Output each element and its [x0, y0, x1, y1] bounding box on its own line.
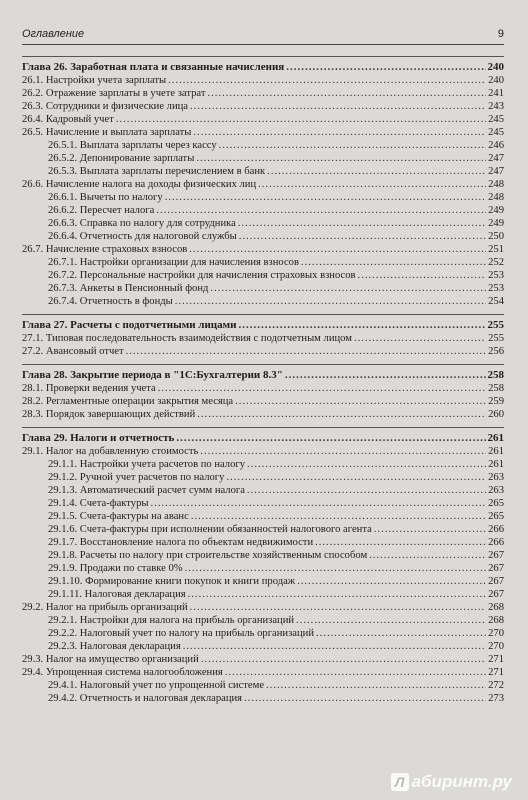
dot-leader — [207, 87, 486, 100]
toc-entry — [22, 445, 504, 458]
toc-entry-page: 245 — [488, 127, 504, 138]
toc-entry-page: 259 — [488, 396, 504, 407]
dot-leader — [116, 113, 486, 126]
dot-leader — [267, 165, 486, 178]
toc-entry — [22, 282, 504, 295]
toc-entry-page: 272 — [488, 680, 504, 691]
toc-entry-title: 26.6.3. Справка по налогу для сотрудника — [48, 218, 236, 229]
toc-entry-title: 29.4.1. Налоговый учет по упрощенной системе — [48, 680, 265, 691]
toc-entry-title: Глава 26. Заработная плата и связанные начисления — [22, 61, 285, 73]
toc-entry-page: 271 — [488, 667, 504, 678]
toc-entry-title: 27.2. Авансовый отчет — [22, 346, 124, 357]
dot-leader — [126, 345, 487, 358]
toc-entry-page: 258 — [488, 383, 504, 394]
toc-entry — [22, 523, 504, 536]
toc-entry-title: 26.7.2. Персональные настройки для начисления страховых взносов — [48, 270, 356, 281]
toc-entry — [22, 269, 504, 282]
dot-leader — [238, 318, 485, 332]
toc-entry-title: 26.3. Сотрудники и физические лица — [22, 101, 188, 112]
toc-entry — [22, 395, 504, 408]
toc-chapter-block — [22, 427, 504, 705]
dot-leader — [201, 653, 486, 666]
toc-entry-page: 261 — [488, 446, 504, 457]
toc-entry-page: 240 — [488, 75, 504, 86]
toc-entry-title: 26.2. Отражение зарплаты в учете затрат — [22, 88, 206, 99]
toc-entry-title: Глава 27. Расчеты с подотчетными лицами — [22, 319, 237, 331]
toc-chapter-entry — [22, 431, 504, 445]
toc-entry-title: 29.1.9. Продажи по ставке 0% — [48, 563, 183, 574]
toc-entry-title: Глава 28. Закрытие периода в "1С:Бухгалтерии 8.3" — [22, 369, 283, 381]
toc-entry-page: 263 — [488, 485, 504, 496]
toc-entry — [22, 562, 504, 575]
toc-entry — [22, 640, 504, 653]
toc-chapter-entry — [22, 368, 504, 382]
toc-chapter-block — [22, 56, 504, 308]
table-of-contents — [22, 56, 504, 705]
dot-leader — [316, 627, 486, 640]
toc-entry-title: 29.1. Налог на добавленную стоимость — [22, 446, 199, 457]
toc-entry — [22, 126, 504, 139]
toc-entry-page: 243 — [488, 101, 504, 112]
dot-leader — [189, 243, 486, 256]
toc-entry-title: 26.7.3. Анкеты в Пенсионный фонд — [48, 283, 209, 294]
toc-entry-title: 26.6. Начисление налога на доходы физических лиц — [22, 179, 257, 190]
toc-entry-title: 29.1.2. Ручной учет расчетов по налогу — [48, 472, 225, 483]
toc-entry-title: 29.2.3. Налоговая декларация — [48, 641, 181, 652]
toc-entry-title: 29.1.7. Восстановление налога по объектам недвижимости — [48, 537, 314, 548]
toc-entry-page: 248 — [488, 192, 504, 203]
toc-entry — [22, 458, 504, 471]
toc-entry-page: 270 — [488, 641, 504, 652]
dot-leader — [193, 126, 486, 139]
dot-leader — [374, 523, 486, 536]
toc-entry-page: 245 — [488, 114, 504, 125]
toc-entry-title: 29.1.4. Счета-фактуры — [48, 498, 149, 509]
dot-leader — [226, 471, 486, 484]
toc-entry-page: 273 — [488, 693, 504, 704]
toc-entry-title: 28.2. Регламентные операции закрытия месяца — [22, 396, 234, 407]
toc-entry-title: 27.1. Типовая последовательность взаимодействия с подотчетным лицом — [22, 333, 352, 344]
dot-leader — [238, 217, 486, 230]
toc-entry-page: 249 — [488, 205, 504, 216]
toc-entry-page: 263 — [488, 472, 504, 483]
toc-entry — [22, 74, 504, 87]
toc-entry — [22, 471, 504, 484]
dot-leader — [183, 640, 486, 653]
toc-entry-title: 29.4.2. Отчетность и налоговая декларация — [48, 693, 243, 704]
toc-entry-title: 26.7. Начисление страховых взносов — [22, 244, 188, 255]
toc-entry-title: 26.5. Начисление и выплата зарплаты — [22, 127, 192, 138]
toc-entry-page: 268 — [488, 615, 504, 626]
toc-entry-page: 247 — [488, 166, 504, 177]
dot-leader — [196, 152, 486, 165]
toc-entry-title: 26.5.2. Депонирование зарплаты — [48, 153, 195, 164]
dot-leader — [151, 497, 487, 510]
watermark-logo — [391, 772, 512, 792]
toc-entry — [22, 408, 504, 421]
toc-entry-page: 270 — [488, 628, 504, 639]
toc-entry-title: 29.1.6. Счета-фактуры при исполнении обязанностей налогового агента — [48, 524, 372, 535]
dot-leader — [285, 368, 486, 382]
toc-entry — [22, 191, 504, 204]
toc-entry — [22, 165, 504, 178]
toc-entry-page: 261 — [488, 459, 504, 470]
toc-entry-page: 267 — [488, 589, 504, 600]
toc-entry-title: 26.1. Настройки учета зарплаты — [22, 75, 167, 86]
toc-entry-title: 26.6.2. Пересчет налога — [48, 205, 155, 216]
toc-entry-page: 249 — [488, 218, 504, 229]
toc-entry-page: 247 — [488, 153, 504, 164]
toc-entry-title: 29.1.3. Автоматический расчет сумм налога — [48, 485, 245, 496]
toc-entry — [22, 653, 504, 666]
dot-leader — [191, 510, 486, 523]
toc-entry-title: 26.6.4. Отчетность для налоговой службы — [48, 231, 237, 242]
dot-leader — [156, 204, 486, 217]
toc-entry — [22, 332, 504, 345]
toc-entry-page: 268 — [488, 602, 504, 613]
toc-entry-page: 253 — [488, 283, 504, 294]
toc-entry — [22, 484, 504, 497]
toc-entry-title: 26.5.3. Выплата зарплаты перечислением в банк — [48, 166, 266, 177]
toc-entry-title: 26.5.1. Выплата зарплаты через кассу — [48, 140, 217, 151]
watermark-badge: Л — [391, 773, 409, 791]
toc-entry — [22, 243, 504, 256]
toc-entry — [22, 614, 504, 627]
toc-entry-title: 29.4. Упрощенная система налогообложения — [22, 667, 223, 678]
dot-leader — [190, 601, 486, 614]
toc-chapter-block — [22, 364, 504, 421]
toc-entry-page: 248 — [488, 179, 504, 190]
toc-entry-page: 253 — [488, 270, 504, 281]
toc-entry-page: 256 — [488, 346, 504, 357]
dot-leader — [165, 191, 486, 204]
dot-leader — [358, 269, 487, 282]
toc-entry-page: 250 — [488, 231, 504, 242]
dot-leader — [235, 395, 486, 408]
toc-entry-title: 29.2.1. Настройки для налога на прибыль организаций — [48, 615, 295, 626]
toc-entry — [22, 497, 504, 510]
toc-entry-title: 29.1.8. Расчеты по налогу при строительстве хозяйственным способом — [48, 550, 368, 561]
toc-entry — [22, 345, 504, 358]
dot-leader — [244, 692, 486, 705]
dot-leader — [354, 332, 486, 345]
dot-leader — [210, 282, 486, 295]
page-number: 9 — [497, 28, 504, 40]
toc-entry-page: 261 — [487, 432, 504, 444]
toc-entry — [22, 87, 504, 100]
dot-leader — [188, 588, 486, 601]
toc-entry-page: 251 — [488, 244, 504, 255]
toc-entry-title: 29.3. Налог на имущество организаций — [22, 654, 199, 665]
toc-entry-title: 28.1. Проверки ведения учета — [22, 383, 156, 394]
toc-entry — [22, 692, 504, 705]
toc-entry-page: 267 — [488, 563, 504, 574]
toc-entry-title: 28.3. Порядок завершающих действий — [22, 409, 196, 420]
toc-entry-page: 255 — [488, 333, 504, 344]
toc-entry — [22, 152, 504, 165]
toc-entry — [22, 256, 504, 269]
dot-leader — [200, 445, 486, 458]
dot-leader — [185, 562, 487, 575]
toc-entry — [22, 204, 504, 217]
toc-chapter-block — [22, 314, 504, 358]
toc-entry — [22, 536, 504, 549]
toc-entry — [22, 627, 504, 640]
dot-leader — [239, 230, 486, 243]
toc-entry-page: 265 — [488, 498, 504, 509]
dot-leader — [247, 484, 486, 497]
toc-entry-title: 29.2. Налог на прибыль организаций — [22, 602, 188, 613]
toc-entry-page: 266 — [488, 524, 504, 535]
toc-entry-title: 26.6.1. Вычеты по налогу — [48, 192, 163, 203]
dot-leader — [286, 60, 485, 74]
toc-entry-title: 29.1.11. Налоговая декларация — [48, 589, 186, 600]
toc-entry — [22, 217, 504, 230]
dot-leader — [158, 382, 486, 395]
header-title: Оглавление — [22, 28, 85, 40]
toc-entry — [22, 382, 504, 395]
running-header — [22, 26, 504, 45]
dot-leader — [190, 100, 486, 113]
toc-entry-title: 29.1.5. Счета-фактуры на аванс — [48, 511, 189, 522]
toc-entry-page: 267 — [488, 576, 504, 587]
toc-entry — [22, 100, 504, 113]
toc-entry-title: 29.1.10. Формирование книги покупок и книги продаж — [48, 576, 296, 587]
toc-entry — [22, 679, 504, 692]
toc-entry-title: 26.7.1. Настройки организации для начисления взносов — [48, 257, 299, 268]
toc-entry-page: 240 — [487, 61, 504, 73]
toc-entry — [22, 601, 504, 614]
watermark-text: абиринт.ру — [411, 772, 512, 791]
toc-entry — [22, 549, 504, 562]
toc-entry-page: 258 — [487, 369, 504, 381]
toc-entry-title: Глава 29. Налоги и отчетность — [22, 432, 175, 444]
dot-leader — [247, 458, 486, 471]
dot-leader — [176, 431, 485, 445]
toc-entry — [22, 113, 504, 126]
toc-entry-page: 267 — [488, 550, 504, 561]
toc-chapter-entry — [22, 318, 504, 332]
dot-leader — [168, 74, 486, 87]
toc-entry — [22, 139, 504, 152]
toc-entry-page: 271 — [488, 654, 504, 665]
toc-entry — [22, 575, 504, 588]
toc-entry — [22, 295, 504, 308]
toc-entry-page: 241 — [488, 88, 504, 99]
toc-entry-page: 255 — [487, 319, 504, 331]
dot-leader — [301, 256, 486, 269]
dot-leader — [219, 139, 486, 152]
dot-leader — [197, 408, 486, 421]
toc-entry-page: 254 — [488, 296, 504, 307]
dot-leader — [296, 614, 486, 627]
toc-entry-title: 26.7.4. Отчетность в фонды — [48, 296, 173, 307]
toc-entry — [22, 510, 504, 523]
dot-leader — [175, 295, 486, 308]
toc-entry-title: 26.4. Кадровый учет — [22, 114, 114, 125]
dot-leader — [315, 536, 486, 549]
dot-leader — [297, 575, 486, 588]
toc-entry-page: 246 — [488, 140, 504, 151]
dot-leader — [225, 666, 486, 679]
toc-entry-page: 260 — [488, 409, 504, 420]
toc-entry-page: 252 — [488, 257, 504, 268]
toc-entry — [22, 230, 504, 243]
toc-entry — [22, 588, 504, 601]
toc-entry — [22, 178, 504, 191]
toc-entry-title: 29.2.2. Налоговый учет по налогу на прибыль организаций — [48, 628, 314, 639]
dot-leader — [369, 549, 486, 562]
dot-leader — [266, 679, 486, 692]
toc-chapter-entry — [22, 60, 504, 74]
toc-entry-page: 265 — [488, 511, 504, 522]
toc-entry-title: 29.1.1. Настройки учета расчетов по налогу — [48, 459, 246, 470]
toc-entry — [22, 666, 504, 679]
dot-leader — [258, 178, 486, 191]
toc-entry-page: 266 — [488, 537, 504, 548]
